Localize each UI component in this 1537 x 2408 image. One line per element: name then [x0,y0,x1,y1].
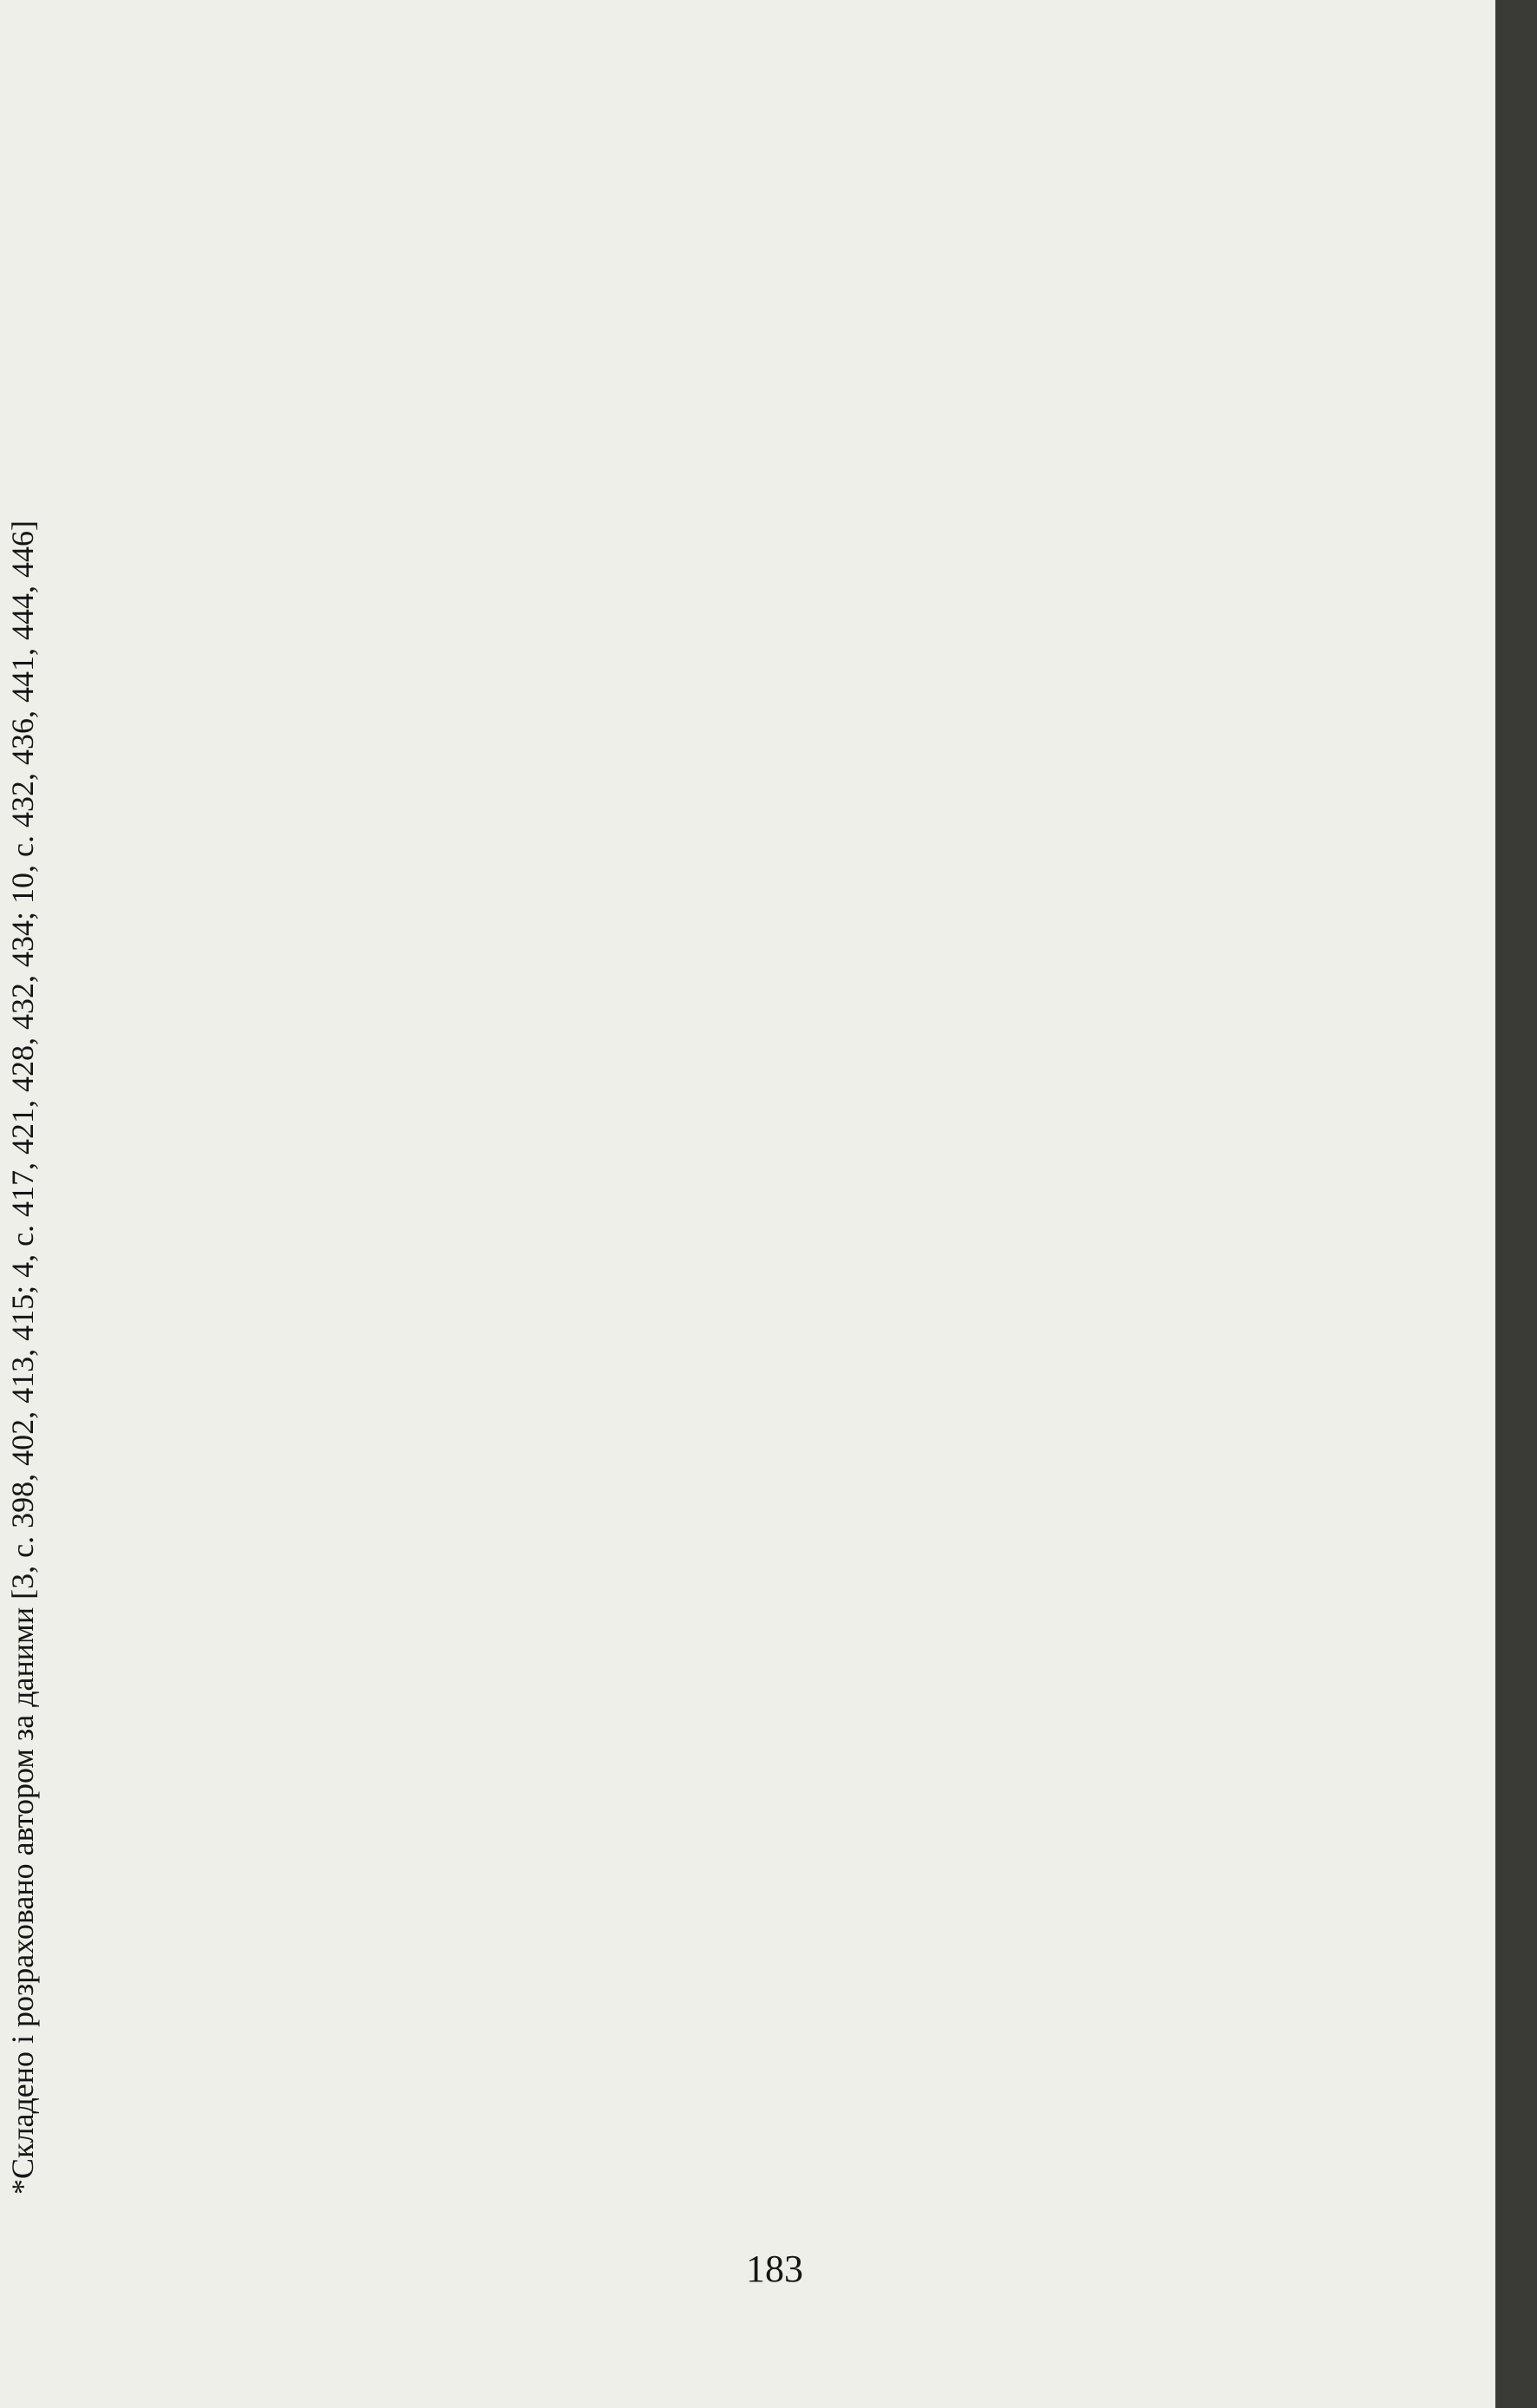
rotated-table-block [5,43,1527,2212]
page-number: 183 [746,2248,803,2290]
adjacent-page-edge [1495,0,1537,2408]
footnote: *Складено і розраховано автором за даними [3, с. 398, 402, 413, 415; 4, с. 417, 421, 428, 432, 434; 10, с. 432, 436, 441, 444, 446] [5,520,40,2195]
